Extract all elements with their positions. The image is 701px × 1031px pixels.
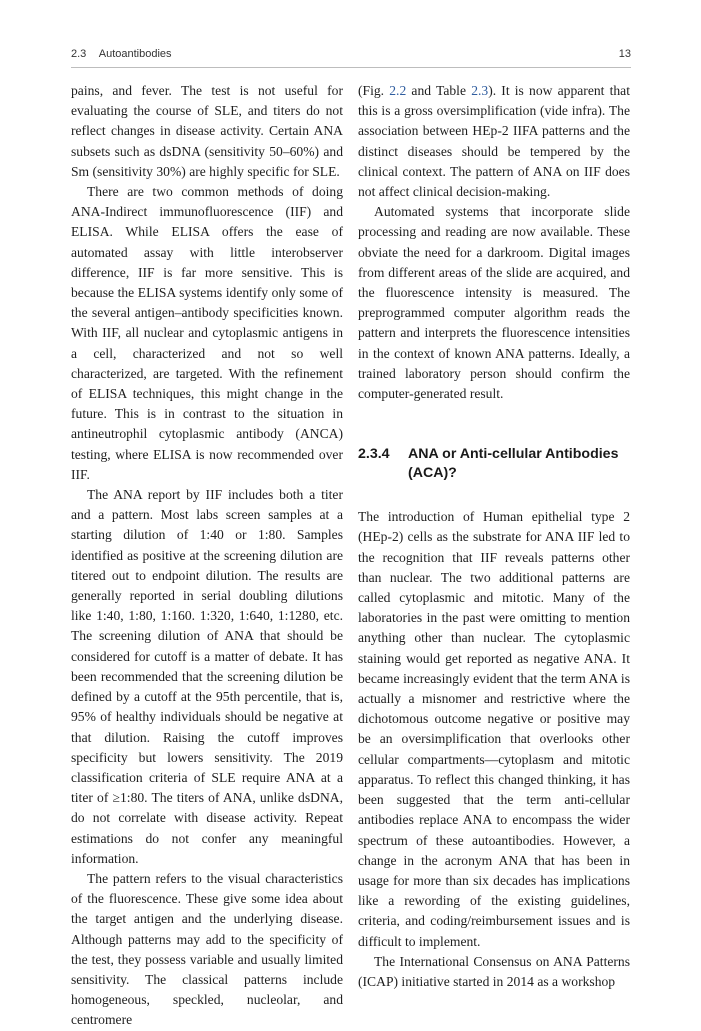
table-link[interactable]: 2.3: [471, 83, 489, 98]
text-span: and Table: [406, 83, 472, 98]
header-rule: [71, 67, 631, 68]
running-head-section-title: Autoantibodies: [98, 48, 172, 60]
text-span: ). It is now apparent that this is a gross oversimplification (vide infra). The association between HEp-2 IIFA patterns and the distinct diseases should be tempered by the clinical context. The pattern of ANA on IIF does not affect clinical decision-making.: [358, 83, 630, 200]
section-heading-number: 2.3.4: [358, 446, 390, 463]
figure-link[interactable]: 2.2: [389, 83, 407, 98]
paragraph: Automated systems that incorporate slide processing and reading are now available. These obviate the need for a darkroom. Digital images from different areas of the slide are acquired, and the fluorescence intensity is measured. The preprogrammed computer algorithm reads the pattern and interprets the fluorescence intensities in the context of known ANA patterns. Ideally, a trained laboratory person should confirm the computer-generated result.: [358, 204, 630, 402]
section-heading: [358, 445, 630, 483]
running-head: [71, 48, 631, 60]
paragraph: The ANA report by IIF includes both a titer and a pattern. Most labs screen samples at a starting dilution of 1:40 or 1:80. Samples identified as positive at the screening dilution are titered out to endpoint dilution. The results are generally reported in serial doubling dilutions like 1:40, 1:80, 1:160. 1:320, 1:640, 1:1280, etc. The screening dilution of ANA that should be considered for cutoff is a matter of debate. It has been recommended that the screening dilution be defined by a cutoff at the 95th percentile, that is, 95% of healthy individuals should be negative at that dilution. Raising the cutoff improves specificity but lowers sensitivity. The 2019 classification criteria of SLE require ANA at a titer of ≥1:80. The titers of ANA, unlike dsDNA, do not correlate with disease activity. Repeat estimations do not confer any meaningful information.: [71, 487, 343, 866]
running-head-section-number: 2.3: [71, 48, 87, 60]
paragraph: There are two common methods of doing ANA-Indirect immunofluorescence (IIF) and ELISA. While ELISA offers the ease of automated assay with little interobserver difference, IIF is far more sensitive. This is because the ELISA systems identify only some of the several antigen–antibody specificities known. With IIF, all nuclear and cytoplasmic antigens in a cell, characterized and not so well characterized, are targeted. With the refinement of ELISA techniques, this might change in the future. This is in contrast to the situation in antineutrophil cytoplasmic antibody (ANCA) testing, where ELISA is now recommended over IIF.: [71, 184, 343, 482]
right-column: [358, 81, 630, 992]
paragraph: The International Consensus on ANA Patterns (ICAP) initiative started in 2014 as a workshop: [358, 953, 630, 989]
page-number: 13: [618, 48, 631, 60]
paragraph: The introduction of Human epithelial type 2 (HEp-2) cells as the substrate for ANA IIF led to the recognition that IIF reveals patterns other than nuclear. The two additional patterns are called cytoplasmic and mitotic. Many of the laboratories in the past were omitting to mention anything other than nuclear. The cytoplasmic staining would get reported as negative ANA. It became increasingly evident that the term ANA is actually a misnomer and restrictive where the dichotomous outcome negative or positive may be an oversimplification that overlooks other cellular compartments—cytoplasm and mitotic apparatus. To reflect this changed thinking, it has been suggested that the term anti-cellular antibodies replace ANA to encompass the wider spectrum of these autoantibodies. However, a change in the acronym ANA that has been in usage for more than six decades has implications like a rewording of the existing guidelines, criteria, and coding/reimbursement issues and is difficult to implement.: [358, 509, 630, 949]
paragraph: [358, 81, 630, 202]
section-heading-title: ANA or Anti-cellular Antibodies (ACA)?: [408, 446, 619, 482]
left-column: [71, 81, 343, 1031]
paragraph: pains, and fever. The test is not useful for evaluating the course of SLE, and titers do not reflect changes in disease activity. Certain ANA subsets such as dsDNA (sensitivity 50–60%) and Sm (sensitivity 30%) are highly specific for SLE.: [71, 83, 343, 179]
text-span: (Fig.: [358, 83, 390, 98]
paragraph: The pattern refers to the visual characteristics of the fluorescence. These give some idea about the target antigen and the underlying disease. Although patterns may add to the specificity of the test, they possess variable and usually limited sensitivity. The classical patterns include homogeneous, speckled, nucleolar, and centromere: [71, 870, 343, 1028]
